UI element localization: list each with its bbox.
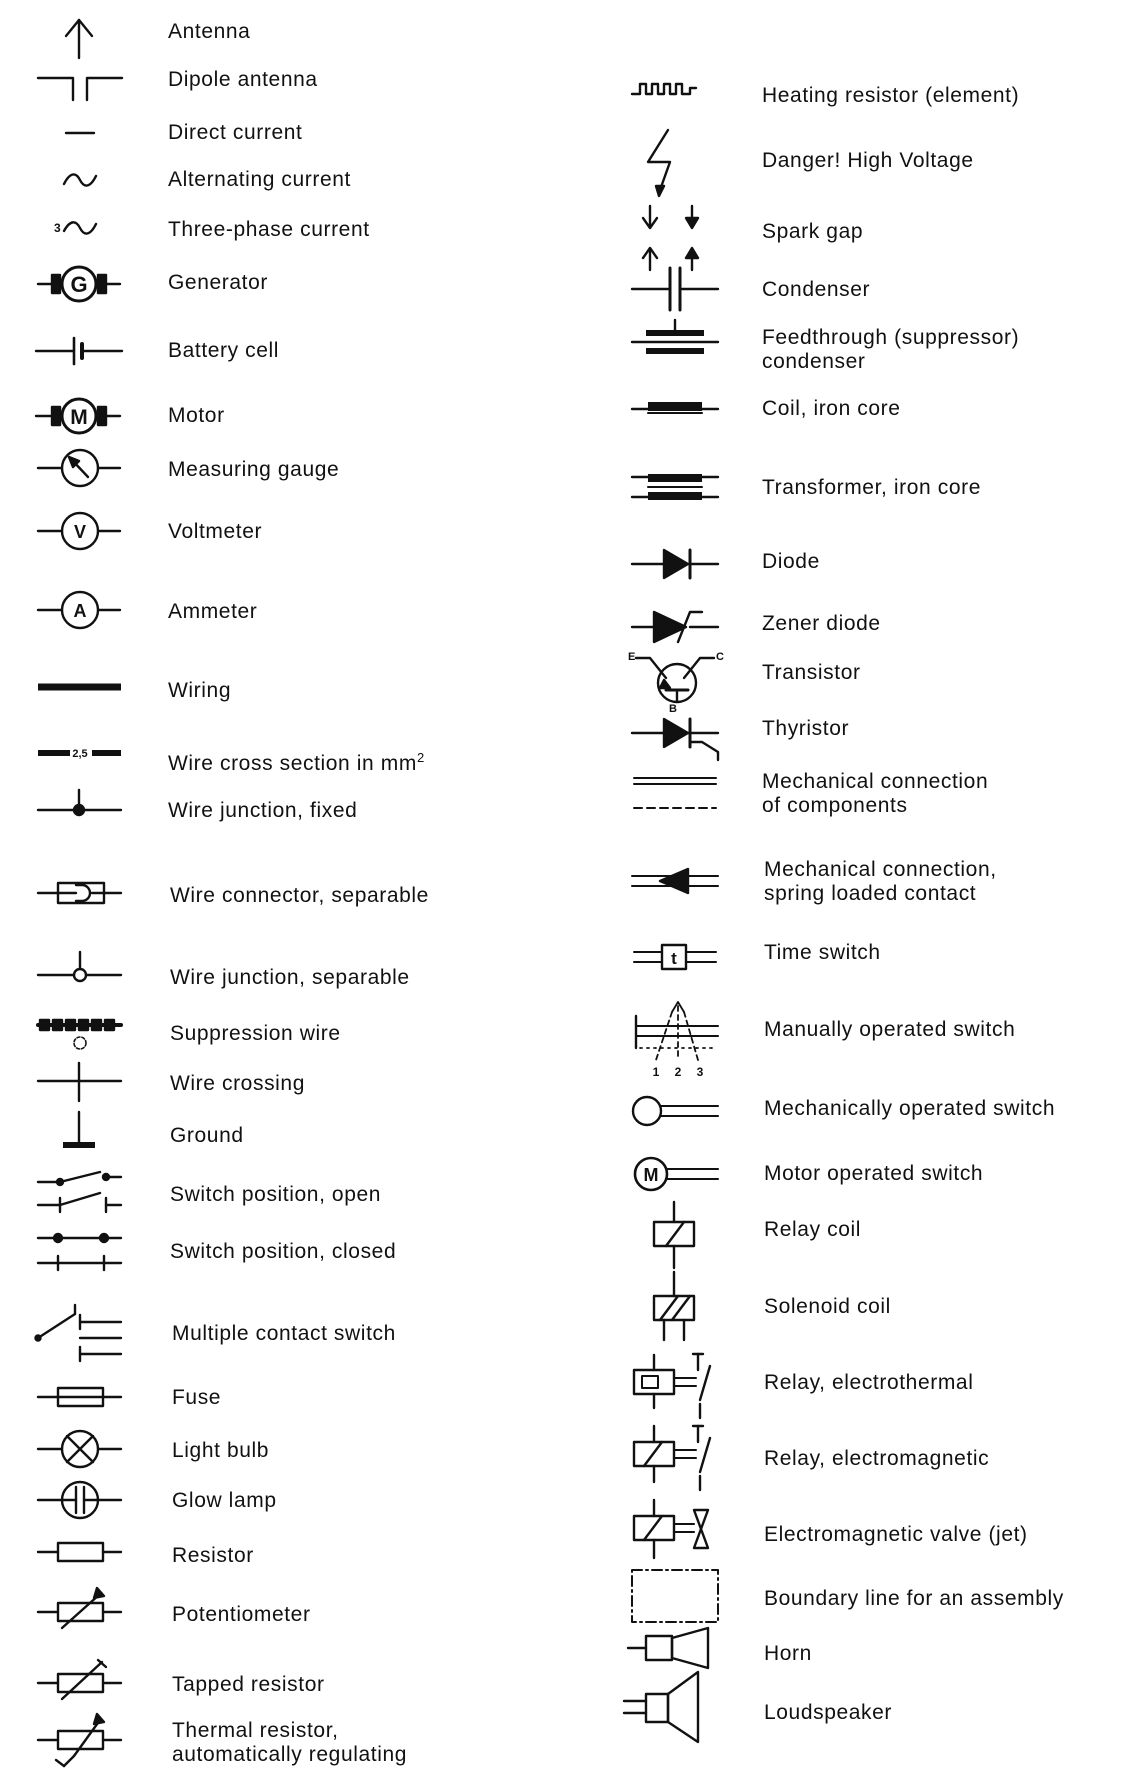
wire-cross-section-glyph: 2,5 (72, 748, 88, 760)
switch-open-symbol (38, 1172, 121, 1212)
label-ammeter: Ammeter (168, 600, 258, 623)
label-wire-cross-section-text: Wire cross section in mm (168, 752, 417, 775)
relay-electromagnetic-symbol (634, 1426, 710, 1490)
label-wire-junction-fixed: Wire junction, fixed (168, 799, 358, 822)
label-glow-lamp: Glow lamp (172, 1489, 277, 1512)
heating-resistor-symbol (632, 84, 696, 94)
mechanical-connection-symbol (634, 778, 716, 808)
ammeter-glyph: A (73, 601, 87, 621)
switch-closed-symbol (38, 1234, 121, 1270)
electromagnetic-valve-symbol (634, 1500, 708, 1558)
label-transistor: Transistor (762, 661, 861, 684)
label-manually-operated-switch: Manually operated switch (764, 1018, 1016, 1041)
motor-symbol (36, 399, 120, 433)
label-wire-connector-separable: Wire connector, separable (170, 884, 429, 907)
motor-operated-switch-symbol (635, 1158, 718, 1190)
solenoid-coil-symbol (654, 1272, 694, 1340)
label-spark-gap: Spark gap (762, 220, 864, 243)
label-mechanical-connection-spring: Mechanical connection, spring loaded contact (764, 858, 997, 905)
label-light-bulb: Light bulb (172, 1439, 270, 1462)
label-three-phase-current: Three-phase current (168, 218, 370, 241)
generator-glyph: G (70, 272, 88, 297)
horn-symbol (628, 1628, 708, 1668)
relay-electrothermal-symbol (634, 1354, 710, 1418)
label-fuse: Fuse (172, 1386, 222, 1409)
ground-symbol (63, 1112, 95, 1145)
label-switch-open: Switch position, open (170, 1183, 382, 1206)
label-wire-cross-section-sup: 2 (416, 750, 425, 765)
manual-switch-glyph-2: 2 (674, 1065, 682, 1079)
spark-gap-symbol (643, 206, 698, 270)
thermal-resistor-symbol (38, 1714, 121, 1766)
label-electromagnetic-valve: Electromagnetic valve (jet) (764, 1523, 1028, 1546)
resistor-symbol (38, 1543, 121, 1561)
wire-cross-section-symbol (38, 748, 121, 760)
manually-operated-switch-symbol (636, 1002, 718, 1079)
antenna-symbol (66, 20, 92, 58)
label-feedthrough-condenser: Feedthrough (suppressor) condenser (762, 326, 1020, 373)
fuse-symbol (38, 1388, 121, 1406)
label-dipole-antenna: Dipole antenna (168, 68, 318, 91)
transistor-glyph-b: B (669, 703, 677, 715)
condenser-symbol (632, 268, 718, 310)
motor-glyph: M (70, 406, 88, 429)
wire-junction-separable-symbol (38, 952, 121, 981)
label-voltmeter: Voltmeter (168, 520, 263, 543)
wire-connector-separable-symbol (38, 883, 121, 903)
manual-switch-glyph-3: 3 (696, 1065, 704, 1079)
relay-coil-symbol (654, 1202, 694, 1268)
wire-junction-fixed-symbol (38, 790, 121, 815)
battery-cell-symbol (36, 338, 122, 364)
label-resistor: Resistor (172, 1544, 254, 1567)
label-relay-electromagnetic: Relay, electromagnetic (764, 1447, 990, 1470)
transformer-iron-core-symbol (632, 474, 718, 500)
light-bulb-symbol (38, 1431, 121, 1467)
label-loudspeaker: Loudspeaker (764, 1701, 893, 1724)
three-phase-glyph: 3 (54, 221, 61, 235)
glow-lamp-symbol (38, 1482, 121, 1518)
label-mechanical-connection: Mechanical connection of components (762, 770, 989, 817)
label-horn: Horn (764, 1642, 812, 1665)
thyristor-symbol (632, 719, 718, 760)
label-potentiometer: Potentiometer (172, 1603, 311, 1626)
label-alternating-current: Alternating current (168, 168, 351, 191)
label-zener-diode: Zener diode (762, 612, 881, 635)
alternating-current-symbol (64, 174, 96, 185)
dipole-antenna-symbol (38, 78, 122, 100)
multiple-contact-switch-symbol (36, 1305, 122, 1361)
mechanical-connection-spring-symbol (632, 869, 718, 893)
label-suppression-wire: Suppression wire (170, 1022, 341, 1045)
label-tapped-resistor: Tapped resistor (172, 1673, 325, 1696)
manual-switch-glyph-1: 1 (652, 1065, 660, 1079)
label-battery-cell: Battery cell (168, 339, 280, 362)
transistor-glyph-e: E (628, 651, 636, 663)
label-multiple-contact-switch: Multiple contact switch (172, 1322, 396, 1345)
voltmeter-symbol (38, 513, 120, 549)
label-measuring-gauge: Measuring gauge (168, 458, 340, 481)
label-relay-electrothermal: Relay, electrothermal (764, 1371, 974, 1394)
time-switch-symbol (634, 945, 716, 969)
ammeter-symbol (38, 592, 120, 628)
label-motor: Motor (168, 404, 225, 427)
label-generator: Generator (168, 271, 268, 294)
feedthrough-condenser-symbol (632, 320, 718, 351)
label-danger-high-voltage: Danger! High Voltage (762, 149, 974, 172)
coil-iron-core-symbol (632, 402, 718, 413)
danger-high-voltage-symbol (648, 130, 670, 196)
label-direct-current: Direct current (168, 121, 303, 144)
tapped-resistor-symbol (38, 1660, 121, 1699)
zener-diode-symbol (632, 612, 718, 642)
label-wire-junction-separable: Wire junction, separable (170, 966, 410, 989)
suppression-wire-symbol (38, 1020, 121, 1049)
label-wire-crossing: Wire crossing (170, 1072, 305, 1095)
label-switch-closed: Switch position, closed (170, 1240, 397, 1263)
wire-crossing-symbol (38, 1063, 121, 1101)
three-phase-current-symbol (54, 221, 96, 235)
potentiometer-symbol (38, 1588, 121, 1628)
label-solenoid-coil: Solenoid coil (764, 1295, 891, 1318)
label-motor-operated-switch: Motor operated switch (764, 1162, 984, 1185)
mechanically-operated-switch-symbol (633, 1097, 718, 1125)
label-coil-iron-core: Coil, iron core (762, 397, 901, 420)
label-thyristor: Thyristor (762, 717, 850, 740)
label-ground: Ground (170, 1124, 244, 1147)
label-time-switch: Time switch (764, 941, 881, 964)
transistor-glyph-c: C (716, 651, 724, 663)
boundary-line-symbol (632, 1570, 718, 1622)
measuring-gauge-symbol (38, 450, 120, 486)
voltmeter-glyph: V (73, 522, 87, 542)
motor-switch-glyph: M (643, 1165, 659, 1185)
label-wiring: Wiring (168, 679, 232, 702)
label-wire-cross-section (168, 746, 425, 776)
label-condenser: Condenser (762, 278, 871, 301)
loudspeaker-symbol (624, 1672, 698, 1742)
label-mechanically-operated-switch: Mechanically operated switch (764, 1097, 1056, 1120)
label-diode: Diode (762, 550, 820, 573)
transistor-symbol (628, 651, 724, 715)
label-thermal-resistor: Thermal resistor, automatically regulating (172, 1719, 408, 1766)
generator-symbol (38, 267, 120, 301)
label-boundary-line: Boundary line for an assembly (764, 1587, 1064, 1610)
label-antenna: Antenna (168, 20, 251, 43)
diode-symbol (632, 550, 718, 578)
time-switch-glyph: t (671, 949, 677, 968)
label-heating-resistor: Heating resistor (element) (762, 84, 1020, 107)
label-transformer-iron-core: Transformer, iron core (762, 476, 981, 499)
label-relay-coil: Relay coil (764, 1218, 862, 1241)
